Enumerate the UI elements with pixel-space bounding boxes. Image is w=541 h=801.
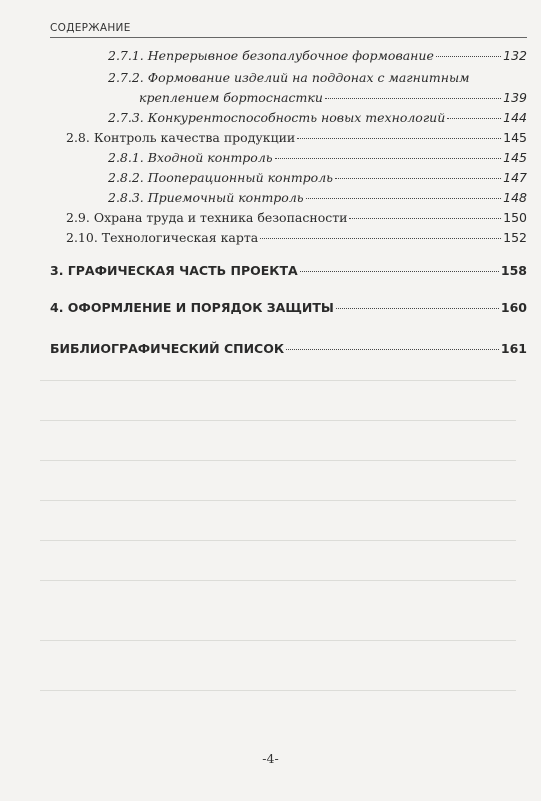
toc-entry-2-7-3[interactable] [108, 110, 527, 126]
bleed-through-line [40, 540, 516, 541]
entry-page: 147 [503, 170, 527, 185]
entry-title-continued: креплением бортоснастки [139, 90, 323, 105]
page-number: -4- [262, 751, 279, 766]
entry-page: 132 [503, 48, 527, 63]
dot-leader [336, 308, 499, 309]
running-header: СОДЕРЖАНИЕ [50, 22, 131, 34]
entry-number: 2.7.1. [108, 48, 144, 63]
dot-leader [275, 158, 502, 159]
toc-entry-2-7-2[interactable] [139, 90, 527, 106]
toc-entry-2-8[interactable] [66, 130, 527, 146]
dot-leader [297, 138, 501, 139]
dot-leader [325, 98, 501, 99]
toc-section-4[interactable] [50, 300, 527, 316]
bleed-through-line [40, 420, 516, 421]
entry-number: 2.8.3. [108, 190, 144, 205]
entry-page: 158 [500, 263, 527, 278]
entry-page: 150 [503, 210, 527, 225]
entry-number: 2.7.2. [108, 70, 144, 85]
dot-leader [306, 198, 502, 199]
dot-leader [286, 349, 499, 350]
entry-title: Контроль качества продукции [93, 130, 296, 145]
entry-title: Технологическая карта [101, 230, 259, 245]
bleed-through-line [40, 640, 516, 641]
entry-page: 145 [503, 150, 527, 165]
entry-number: 2.8.1. [108, 150, 144, 165]
section-title: БИБЛИОГРАФИЧЕСКИЙ СПИСОК [50, 341, 285, 356]
entry-title: Приемочный контроль [147, 190, 304, 205]
entry-title: Входной контроль [147, 150, 273, 165]
entry-page: 139 [503, 90, 527, 105]
dot-leader [447, 118, 501, 119]
entry-number: 2.8. [66, 130, 90, 145]
toc-entry-2-8-3[interactable] [108, 190, 527, 206]
toc-entry-2-10[interactable] [66, 230, 527, 246]
entry-title: Непрерывное безопалубочное формование [147, 48, 434, 63]
toc-section-3[interactable] [50, 263, 527, 279]
toc-entry-2-8-1[interactable] [108, 150, 527, 166]
entry-page: 145 [503, 130, 527, 145]
bleed-through-line [40, 380, 516, 381]
dot-leader [436, 56, 501, 57]
bleed-through-line [40, 500, 516, 501]
entry-title: Формование изделий на поддонах с магнитным [147, 70, 470, 85]
bleed-through-line [40, 460, 516, 461]
toc-entry-2-9[interactable] [66, 210, 527, 226]
entry-page: 161 [500, 341, 527, 356]
bleed-through-line [40, 690, 516, 691]
entry-title: Охрана труда и техника безопасности [93, 210, 348, 225]
dot-leader [349, 218, 501, 219]
dot-leader [260, 238, 501, 239]
entry-number: 2.9. [66, 210, 90, 225]
entry-number: 2.10. [66, 230, 98, 245]
dot-leader [300, 271, 499, 272]
toc-bibliography[interactable] [50, 341, 527, 357]
section-title: 4. ОФОРМЛЕНИЕ И ПОРЯДОК ЗАЩИТЫ [50, 300, 334, 315]
entry-title: Конкурентоспособность новых технологий [147, 110, 446, 125]
section-title: 3. ГРАФИЧЕСКАЯ ЧАСТЬ ПРОЕКТА [50, 263, 298, 278]
dot-leader [335, 178, 501, 179]
entry-page: 160 [500, 300, 527, 315]
entry-page: 148 [503, 190, 527, 205]
toc-entry-2-7-2-line1[interactable] [108, 70, 470, 86]
toc-entry-2-7-1[interactable] [108, 48, 527, 64]
entry-number: 2.8.2. [108, 170, 144, 185]
toc-entry-2-8-2[interactable] [108, 170, 527, 186]
entry-title: Пооперационный контроль [147, 170, 333, 185]
entry-page: 144 [503, 110, 527, 125]
entry-page: 152 [503, 230, 527, 245]
bleed-through-line [40, 580, 516, 581]
header-divider [50, 37, 527, 38]
entry-number: 2.7.3. [108, 110, 144, 125]
